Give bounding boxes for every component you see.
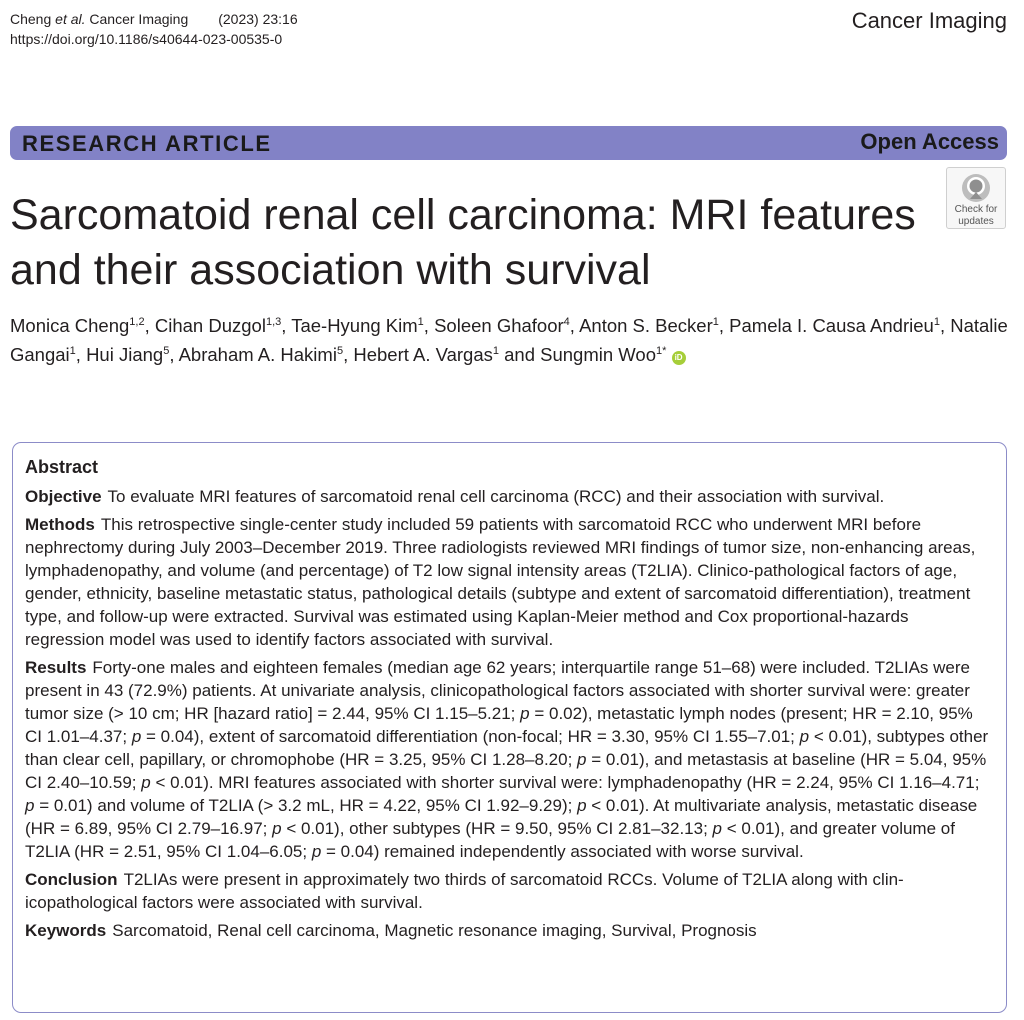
author-affiliation: 1,2 [129, 315, 145, 328]
author-separator: , [939, 315, 951, 336]
abstract-objective [25, 485, 992, 508]
check-for-updates-text-line2: updates [958, 216, 994, 227]
citation-line [10, 11, 298, 27]
objective-text: To evaluate MRI features of sarcomatoid renal cell carcinoma (RCC) and their association with survival. [107, 487, 885, 506]
author-separator: , [343, 344, 354, 365]
author[interactable] [179, 344, 343, 365]
author-affiliation: 5 [163, 344, 170, 357]
abstract-conclusion [25, 868, 992, 914]
author-name: Natalie Gangai [10, 315, 1008, 365]
article-type-label: RESEARCH ARTICLE [22, 131, 272, 156]
author-affiliation: 1 [933, 315, 940, 328]
author[interactable] [291, 315, 424, 336]
abstract-heading: Abstract [25, 457, 99, 477]
author-separator: , [718, 315, 730, 336]
results-label: Results [25, 658, 87, 677]
author-separator: , [169, 344, 179, 365]
author-affiliation: 4 [563, 315, 570, 328]
author-list [10, 311, 1015, 369]
author-name: Tae-Hyung Kim [291, 315, 418, 336]
journal-name: Cancer Imaging [851, 8, 1007, 33]
methods-text: This retrospective single-center study included 59 patients with sarcomatoid RCC who underwent MRI before nephrectomy during July 2003–December 2019. Three radiologists reviewed MRI findings of tumor size, non-enhancing areas, lymphadenopathy, and volume (and percentage) of T2 low signal intensity areas (T2LIA). Clinico-pathological factors of age, gender, ethnicity, baseline metastatic status, pathological details (subtype and extent of sarcomatoid differentiation), treatment type, and follow-up were extracted. Survival was estimated using Kaplan-Meier method and Cox proportional-hazards regression model was used to identify factors associated with survival. [25, 515, 976, 649]
keywords-text: Sarcomatoid, Renal cell carcinoma, Magnetic resonance imaging, Survival, Prognosis [112, 921, 757, 940]
author-separator: and [498, 344, 541, 365]
author-affiliation: 1 [492, 344, 499, 357]
abstract-box [12, 442, 1007, 1013]
author[interactable] [540, 344, 666, 365]
author-separator: , [281, 315, 292, 336]
author-name: Cihan Duzgol [154, 315, 266, 336]
author-separator: , [423, 315, 435, 336]
journal-reference [10, 9, 298, 49]
author-name: Anton S. Becker [579, 315, 713, 336]
conclusion-text: T2LIAs were present in approximately two thirds of sarcomatoid RCCs. Volume of T2LIA along with clin-icopathological factors were associated with survival. [25, 870, 904, 912]
open-access-label: Open Access [860, 129, 999, 154]
author[interactable] [86, 344, 169, 365]
conclusion-label: Conclusion [25, 870, 118, 889]
citation-author: Cheng [10, 11, 56, 27]
objective-label: Objective [25, 487, 102, 506]
author-affiliation: 5 [336, 344, 344, 357]
author[interactable] [434, 315, 570, 336]
author-separator: , [144, 315, 155, 336]
author-name: Monica Cheng [10, 315, 130, 336]
citation-etal: et al. [55, 11, 86, 27]
article-type-banner [10, 126, 1007, 160]
doi-link[interactable]: https://doi.org/10.1186/s40644-023-00535-0 [10, 31, 283, 47]
author[interactable] [155, 315, 281, 336]
author-name: Soleen Ghafoor [434, 315, 564, 336]
author-affiliation: 1,3 [265, 315, 282, 328]
article-title: Sarcomatoid renal cell carcinoma: MRI features and their association with survival [10, 191, 916, 294]
author[interactable] [729, 315, 940, 336]
check-for-updates-icon [961, 173, 991, 203]
abstract-keywords [25, 919, 992, 942]
abstract-methods [25, 513, 992, 651]
check-for-updates-text-line1: Check for [954, 204, 998, 215]
author-name: Hebert A. Vargas [353, 344, 493, 365]
author-separator: , [569, 315, 580, 336]
author-name: Hui Jiang [86, 344, 164, 365]
check-for-updates-badge[interactable] [946, 167, 1006, 229]
methods-label: Methods [25, 515, 95, 534]
citation-year: (2023) 23:16 [218, 11, 298, 27]
results-text: Forty-one males and eighteen females (median age 62 years; interquartile range 51–68) were included. T2LIAs were present in 43 (72.9%) patients. At univariate analysis, clinicopathological factors associated with shorter survival were: greater tumor size (> 10 cm; HR [hazard ratio] = 2.44, 95% CI 1.15–5.21; p = 0.02), metastatic lymph nodes (present; HR = 2.10, 95% CI 1.01–4.37; p = 0.04), extent of sarcomatoid differentiation (non-focal; HR = 3.30, 95% CI 1.55–7.01; p < 0.01), subtypes other than clear cell, papillary, or chromophobe (HR = 3.25, 95% CI 1.28–8.20; p = 0.01), and metastasis at baseline (HR = 5.04, 95% CI 2.40–10.59; p < 0.01). MRI features associated with shorter survival were: lymphadenopathy (HR = 2.24, 95% CI 1.16–4.71; p = 0.01) and volume of T2LIA (> 3.2 mL, HR = 4.22, 95% CI 1.92–9.29); p < 0.01). At multivariate analysis, metastatic disease (HR = 6.89, 95% CI 2.79–16.97; p < 0.01), other subtypes (HR = 9.50, 95% CI 2.81–32.13; p < 0.01), and greater volume of T2LIA (HR = 2.51, 95% CI 1.04–6.05; p = 0.04) remained independently associated with worse survival. [25, 658, 989, 861]
author-affiliation: 1 [69, 344, 76, 357]
author-name: Abraham A. Hakimi [178, 344, 337, 365]
orcid-icon[interactable]: iD [672, 351, 686, 365]
author-name: Pamela I. Causa Andrieu [729, 315, 934, 336]
author-name: Sungmin Woo [540, 344, 657, 365]
author-affiliation: 1 [712, 315, 719, 328]
author-affiliation: 1 [417, 315, 424, 328]
author[interactable] [353, 344, 499, 365]
citation-journal: Cancer Imaging [85, 11, 189, 27]
keywords-label: Keywords [25, 921, 107, 940]
abstract-results [25, 656, 992, 863]
author[interactable] [579, 315, 719, 336]
author[interactable] [10, 315, 145, 336]
author-affiliation: 1* [656, 344, 667, 357]
author-separator: , [75, 344, 87, 365]
